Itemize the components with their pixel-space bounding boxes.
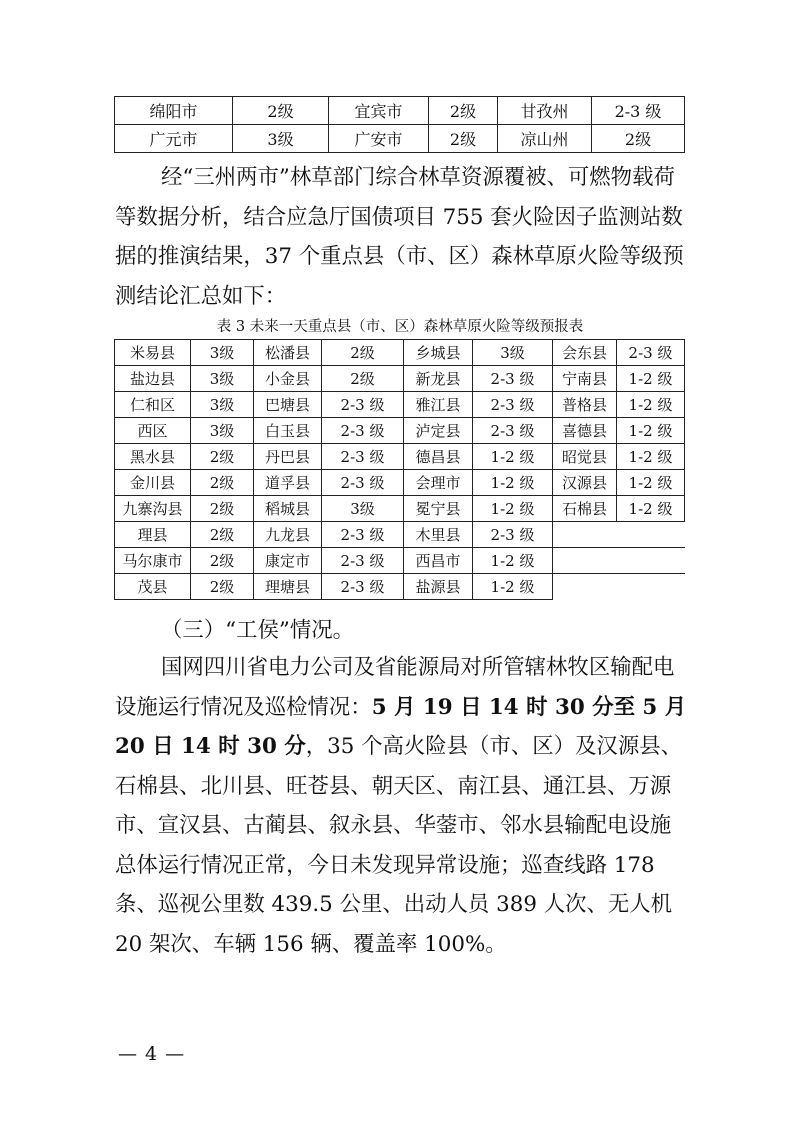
- table-cell-level: 3级: [473, 340, 553, 366]
- table-cell-level: 1-2 级: [473, 444, 553, 470]
- table-cell-level: 2-3 级: [322, 418, 404, 444]
- table-3-caption: 表 3 未来一天重点县（市、区）森林草原火险等级预报表: [216, 319, 584, 335]
- table-cell-area: 理塘县: [254, 574, 322, 600]
- paragraph-2-time-range: 5 月 19 日 14 时 30 分至 5 月 20 日 14 时 30 分: [115, 694, 687, 759]
- table-cell-area: 小金县: [254, 366, 322, 392]
- table-cell-level: 2-3 级: [473, 418, 553, 444]
- table-cell-area: 九龙县: [254, 522, 322, 548]
- table-cell-area: 石棉县: [553, 496, 617, 522]
- table-2-fire-risk-by-city: [114, 96, 685, 153]
- table-row: [115, 125, 685, 153]
- table-cell-area: 仁和区: [115, 392, 191, 418]
- table-cell-level: 1-2 级: [617, 418, 685, 444]
- table-cell-area: 泸定县: [404, 418, 473, 444]
- table-cell-level: 2-3 级: [322, 548, 404, 574]
- table-cell-area: 巴塘县: [254, 392, 322, 418]
- table-cell-empty: [617, 522, 685, 548]
- table-cell-level: 2级: [191, 444, 254, 470]
- table-cell-area: 松潘县: [254, 340, 322, 366]
- table-cell-area: 汉源县: [553, 470, 617, 496]
- table-cell-level: 2级: [191, 574, 254, 600]
- table-cell-area: 德昌县: [404, 444, 473, 470]
- table-cell-level: 2级: [429, 125, 498, 153]
- table-cell-area: 盐边县: [115, 366, 191, 392]
- table-row: [115, 574, 685, 600]
- table-cell-area: 绵阳市: [115, 97, 233, 125]
- table-cell-area: 西昌市: [404, 548, 473, 574]
- table-cell-empty: [553, 548, 617, 574]
- table-cell-empty: [553, 574, 617, 600]
- table-cell-level: 2级: [429, 97, 498, 125]
- table-cell-area: 甘孜州: [498, 97, 592, 125]
- table-cell-level: 2级: [191, 548, 254, 574]
- table-cell-empty: [617, 574, 685, 600]
- table-cell-level: 3级: [191, 418, 254, 444]
- table-cell-area: 马尔康市: [115, 548, 191, 574]
- table-cell-level: 3级: [191, 366, 254, 392]
- table-cell-level: 2-3 级: [322, 470, 404, 496]
- table-cell-level: 2-3 级: [617, 340, 685, 366]
- table-cell-empty: [553, 522, 617, 548]
- table-cell-level: 1-2 级: [617, 444, 685, 470]
- table-cell-level: 2级: [233, 97, 329, 125]
- table-cell-area: 茂县: [115, 574, 191, 600]
- table-cell-area: 盐源县: [404, 574, 473, 600]
- table-cell-area: 九寨沟县: [115, 496, 191, 522]
- table-cell-area: 冕宁县: [404, 496, 473, 522]
- table-cell-level: 1-2 级: [473, 470, 553, 496]
- table-cell-area: 米易县: [115, 340, 191, 366]
- table-cell-level: 3级: [233, 125, 329, 153]
- table-row: [115, 496, 685, 522]
- table-3-county-fire-risk-forecast: [114, 339, 685, 600]
- paragraph-power-facility-inspection: [115, 648, 690, 964]
- table-row: [115, 548, 685, 574]
- table-cell-level: 1-2 级: [473, 496, 553, 522]
- table-cell-level: 2-3 级: [473, 522, 553, 548]
- table-row: [115, 522, 685, 548]
- table-cell-area: 昭觉县: [553, 444, 617, 470]
- table-cell-area: 康定市: [254, 548, 322, 574]
- table-cell-area: 道孚县: [254, 470, 322, 496]
- table-cell-level: 3级: [191, 392, 254, 418]
- table-cell-area: 乡城县: [404, 340, 473, 366]
- table-cell-area: 黑水县: [115, 444, 191, 470]
- table-cell-level: 2级: [322, 366, 404, 392]
- table-cell-level: 1-2 级: [617, 496, 685, 522]
- table-cell-area: 白玉县: [254, 418, 322, 444]
- table-row: [115, 470, 685, 496]
- section-heading-3: [115, 611, 690, 651]
- table-cell-area: 会理市: [404, 470, 473, 496]
- table-cell-level: 2-3 级: [473, 392, 553, 418]
- table-cell-level: 2级: [592, 125, 685, 153]
- table-cell-level: 2级: [191, 496, 254, 522]
- table-cell-area: 宁南县: [553, 366, 617, 392]
- table-cell-level: 2级: [322, 340, 404, 366]
- table-cell-area: 喜德县: [553, 418, 617, 444]
- table-cell-level: 2-3 级: [322, 444, 404, 470]
- paragraph-2-details: ，35 个高火险县（市、区）及汉源县、石棉县、北川县、旺苍县、朝天区、南江县、通江县、万源市、宣汉县、古蔺县、叙永县、华蓥市、邻水县输配电设施总体运行情况正常，今日未发现异常设施；巡查线路 178 条、巡视公里数 439.5 公里、出动人员 389 人次、无人机 20 架次、车辆 156 辆、覆盖率 100%。: [115, 734, 682, 957]
- table-cell-level: 1-2 级: [617, 392, 685, 418]
- paragraph-2-intro: 国网四川省电力公司及省能源局对所管辖林牧区输配电设施运行情况及巡检情况：: [115, 655, 675, 720]
- table-cell-area: 西区: [115, 418, 191, 444]
- table-cell-level: 2-3 级: [322, 522, 404, 548]
- table-row: [115, 418, 685, 444]
- table-cell-area: 广元市: [115, 125, 233, 153]
- table-cell-level: 2-3 级: [322, 574, 404, 600]
- table-cell-area: 稻城县: [254, 496, 322, 522]
- table-row: [115, 444, 685, 470]
- paragraph-1-text: 经“三州两市”林草部门综合林草资源覆被、可燃物载荷等数据分析，结合应急厅国债项目 755 套火险因子监测站数据的推演结果，37 个重点县（市、区）森林草原火险等级预测结论汇总如下：: [115, 165, 684, 309]
- paragraph-forecast-summary: [115, 158, 690, 316]
- table-cell-area: 凉山州: [498, 125, 592, 153]
- table-row: [115, 97, 685, 125]
- table-cell-level: 2-3 级: [322, 392, 404, 418]
- table-2-body: [115, 97, 685, 153]
- table-cell-area: 金川县: [115, 470, 191, 496]
- table-cell-area: 雅江县: [404, 392, 473, 418]
- table-cell-empty: [617, 548, 685, 574]
- table-cell-level: 1-2 级: [473, 548, 553, 574]
- table-cell-area: 理县: [115, 522, 191, 548]
- table-row: [115, 366, 685, 392]
- table-row: [115, 340, 685, 366]
- table-cell-area: 丹巴县: [254, 444, 322, 470]
- table-cell-area: 普格县: [553, 392, 617, 418]
- table-cell-level: 2-3 级: [473, 366, 553, 392]
- table-cell-area: 会东县: [553, 340, 617, 366]
- table-cell-level: 2级: [191, 470, 254, 496]
- table-cell-area: 宜宾市: [329, 97, 429, 125]
- table-cell-level: 3级: [191, 340, 254, 366]
- table-cell-area: 广安市: [329, 125, 429, 153]
- table-cell-area: 木里县: [404, 522, 473, 548]
- page-number: — 4 —: [118, 1043, 186, 1065]
- section-3-heading-text: （三）“工侯”情况。: [161, 618, 354, 643]
- table-cell-level: 2-3 级: [592, 97, 685, 125]
- table-cell-level: 3级: [322, 496, 404, 522]
- table-cell-level: 1-2 级: [473, 574, 553, 600]
- table-cell-level: 1-2 级: [617, 470, 685, 496]
- table-cell-level: 1-2 级: [617, 366, 685, 392]
- table-3-body: [115, 340, 685, 600]
- table-cell-level: 2级: [191, 522, 254, 548]
- table-cell-area: 新龙县: [404, 366, 473, 392]
- table-row: [115, 392, 685, 418]
